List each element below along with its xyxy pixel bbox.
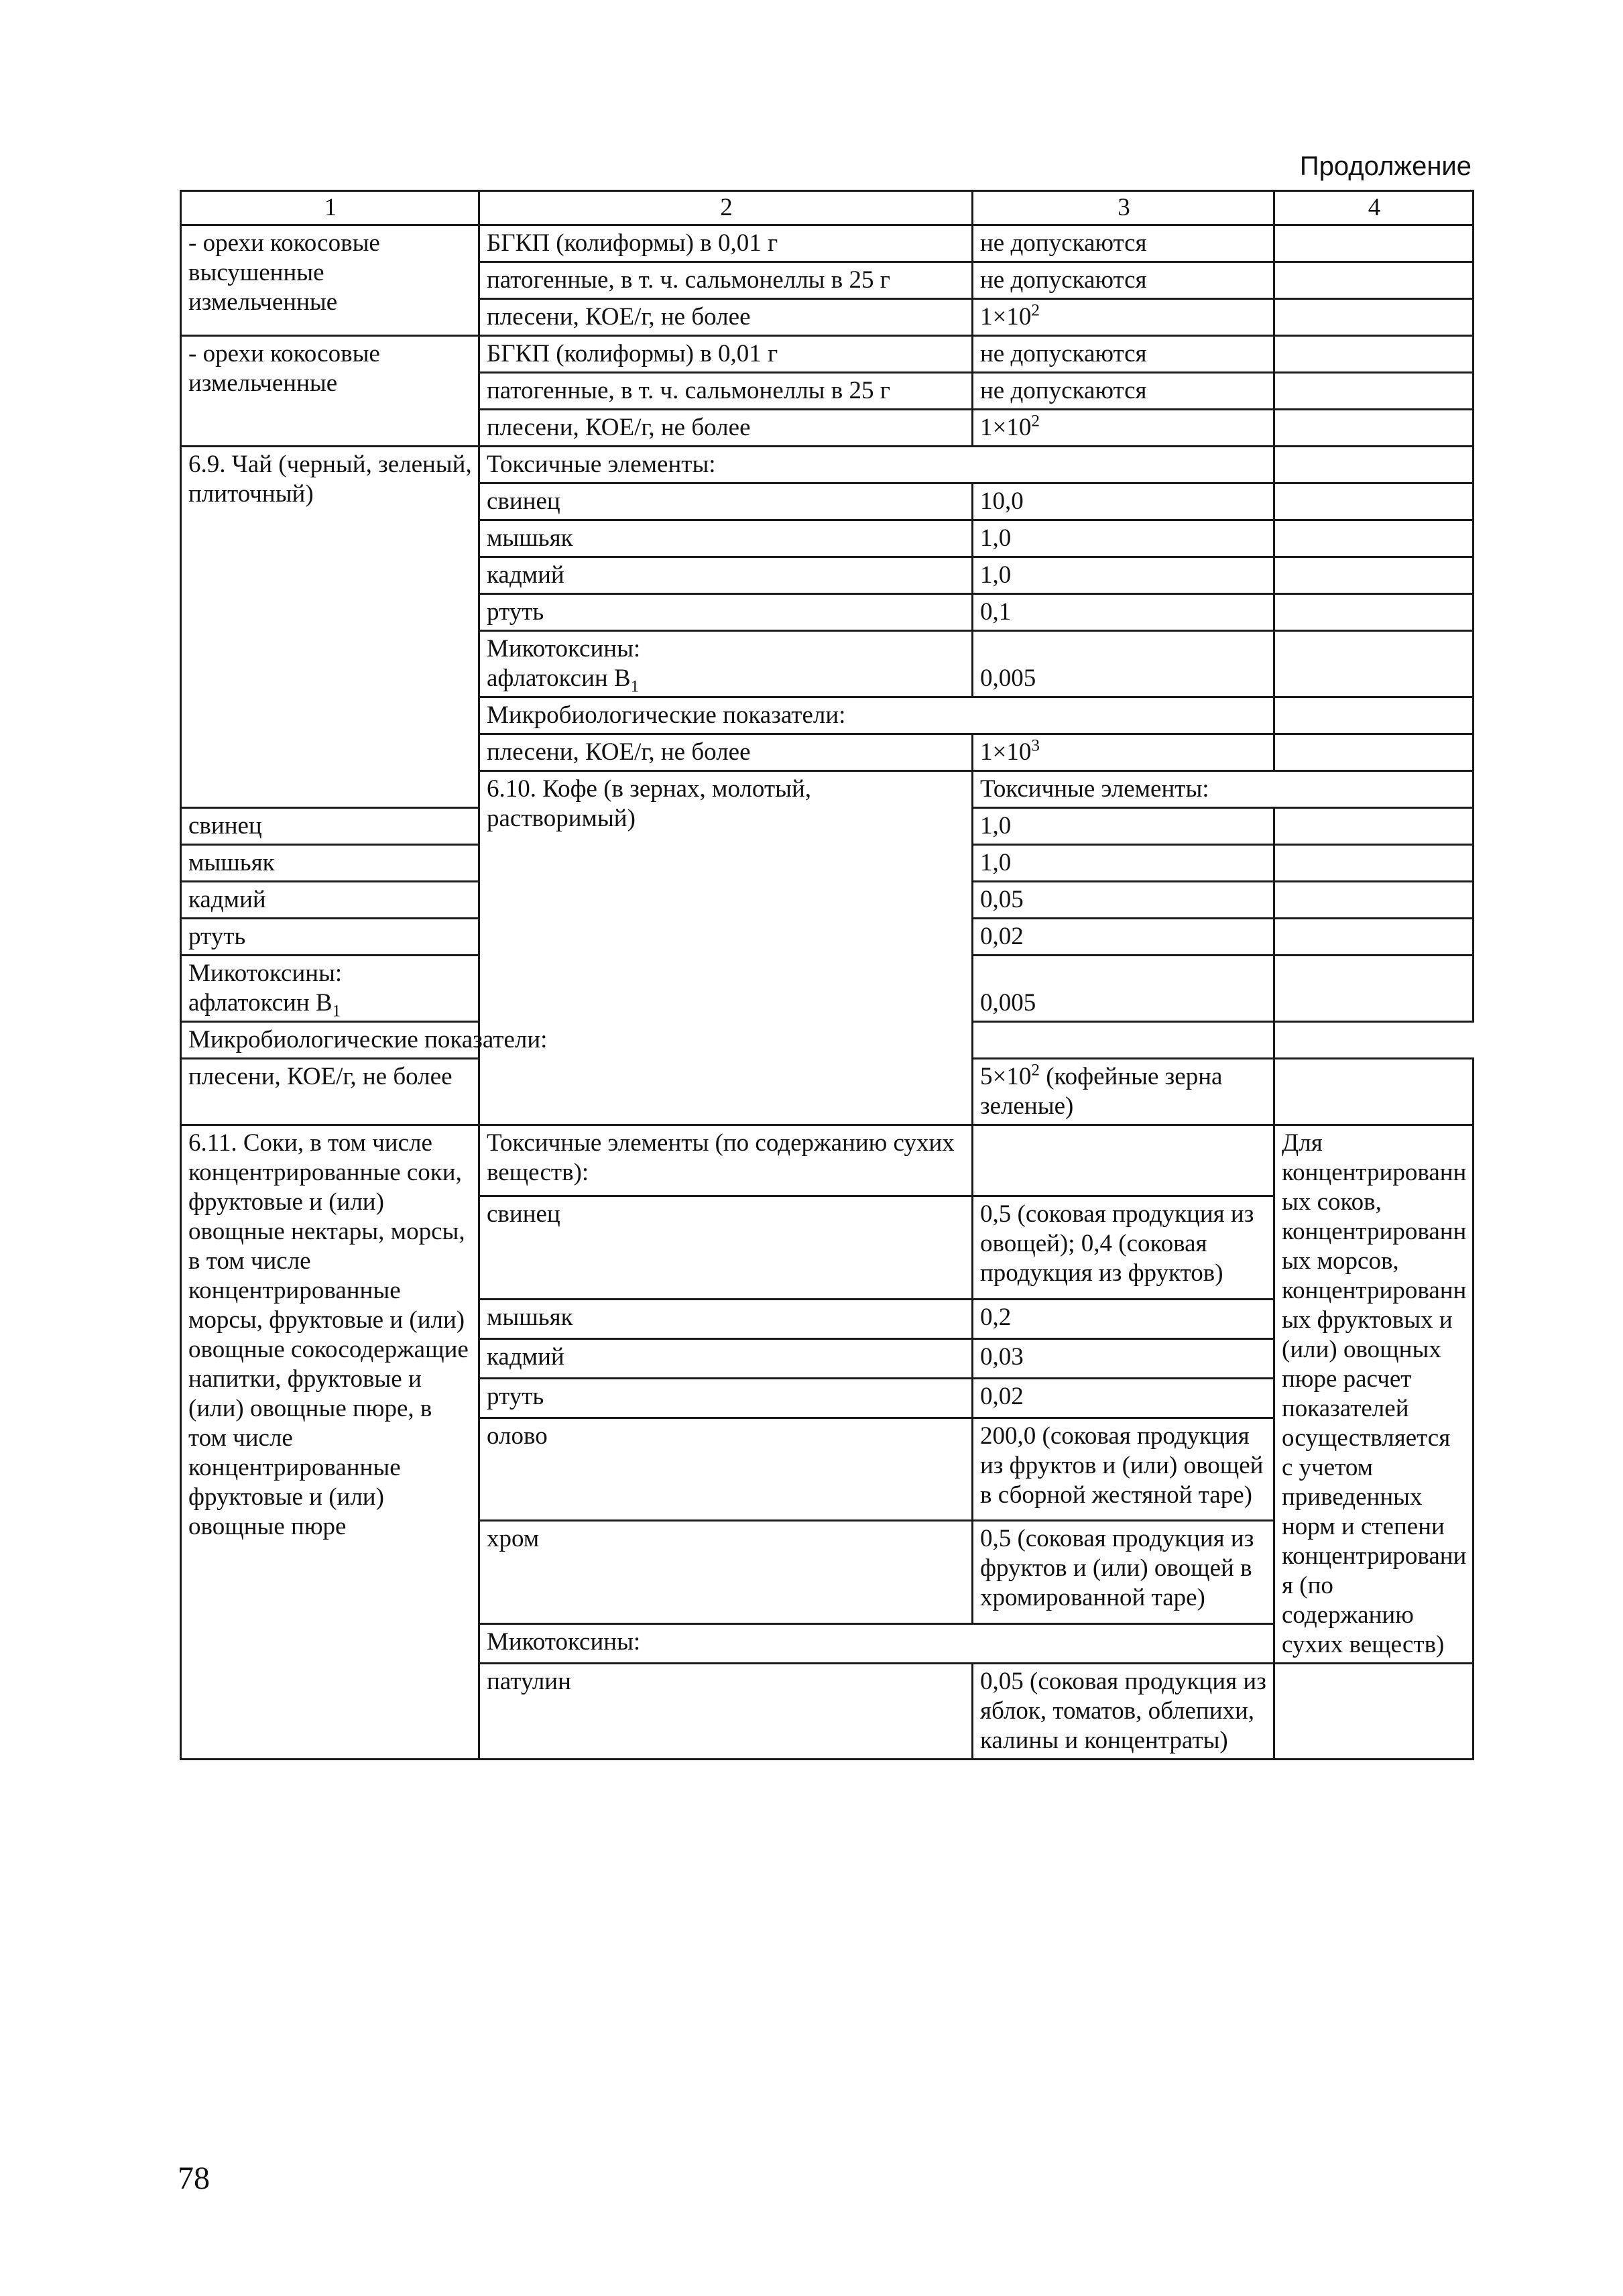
value-cell: 200,0 (соковая продукция из фруктов и (или) овощей в сборной жестяной таре) [973,1418,1274,1521]
indicator-cell [181,956,479,1022]
value-cell: 0,5 (соковая продукция из овощей); 0,4 (соковая продукция из фруктов) [973,1196,1274,1300]
value-cell [973,1125,1274,1196]
aflatoxin-subscript: 1 [332,1002,341,1021]
product-cell-coconut-dried: - орехи кокосовые высушенные измельченные [181,225,479,336]
value-exponent: 2 [1031,301,1040,320]
note-cell [1274,919,1474,956]
value-cell: 0,05 [973,882,1274,919]
indicator-cell: мышьяк [479,520,973,557]
value-cell: 0,02 [973,919,1274,956]
indicator-cell: плесени, КОЕ/г, не более [479,299,973,336]
note-cell [1274,262,1474,299]
note-cell [1274,225,1474,262]
indicator-cell: патогенные, в т. ч. сальмонеллы в 25 г [479,373,973,410]
value-cell: 1,0 [973,808,1274,845]
indicator-cell: мышьяк [479,1299,973,1338]
product-cell-coconut-ground: - орехи кокосовые измельченные [181,336,479,447]
value-cell: 0,05 (соковая продукция из яблок, томатов, облепихи, калины и концентраты) [973,1664,1274,1760]
value-note: (кофейные зерна зеленые) [980,1063,1223,1120]
group-header-toxic: Токсичные элементы (по содержанию сухих веществ): [479,1125,973,1196]
value-cell: 0,2 [973,1299,1274,1338]
aflatoxin-subscript: 1 [630,677,640,696]
group-header-mycotoxins: Микотоксины: [188,960,343,987]
column-header-1: 1 [181,191,479,225]
indicator-cell: БГКП (колиформы) в 0,01 г [479,336,973,373]
value-cell: 1,0 [973,557,1274,594]
indicator-cell: кадмий [479,557,973,594]
indicator-cell: плесени, КОЕ/г, не более [479,734,973,771]
column-header-4: 4 [1274,191,1474,225]
indicator-cell: ртуть [479,594,973,631]
indicator-cell: плесени, КОЕ/г, не более [479,410,973,447]
note-cell [1274,845,1474,882]
continuation-label: Продолжение [1299,152,1471,181]
value-cell [973,299,1274,336]
note-cell [1274,520,1474,557]
value-cell: 0,03 [973,1338,1274,1378]
value-base: 1×10 [980,414,1032,441]
value-base: 1×10 [980,738,1032,766]
note-cell [1274,808,1474,845]
value-cell: 0,005 [973,956,1274,1022]
note-cell [1274,483,1474,520]
group-header-toxic: Токсичные элементы: [973,771,1474,808]
table-row [181,336,1474,373]
column-header-row [181,191,1474,225]
note-cell [1274,697,1474,734]
note-cell [1274,336,1474,373]
indicator-cell: плесени, КОЕ/г, не более [181,1059,479,1125]
indicator-cell: хром [479,1521,973,1624]
indicator-cell: ртуть [181,919,479,956]
indicator-cell: олово [479,1418,973,1521]
indicator-cell: кадмий [181,882,479,919]
indicator-cell: мышьяк [181,845,479,882]
value-cell: 0,02 [973,1378,1274,1418]
note-cell [1274,882,1474,919]
indicator-cell: ртуть [479,1378,973,1418]
value-cell [973,410,1274,447]
column-header-3: 3 [973,191,1274,225]
note-cell [973,1022,1274,1059]
indicator-cell: патогенные, в т. ч. сальмонеллы в 25 г [479,262,973,299]
product-cell-juices: 6.11. Соки, в том числе концентрированные соки, фруктовые и (или) овощные нектары, морсы, в том числе концентрированные морсы, фруктовые и (или) овощные сокосодержащие напитки, фруктовые и (или) овощные пюре, в том числе концентрированные фруктовые и (или) овощные пюре [181,1125,479,1760]
group-header-micro: Микробиологические показатели: [181,1022,973,1059]
value-cell [973,1059,1274,1125]
aflatoxin-label: афлатоксин B [188,989,333,1017]
product-cell-tea: 6.9. Чай (черный, зеленый, плиточный) [181,447,479,808]
note-cell [1274,557,1474,594]
group-header-toxic: Токсичные элементы: [479,447,1274,483]
table-row [181,225,1474,262]
indicator-cell: кадмий [479,1338,973,1378]
value-cell: 1,0 [973,845,1274,882]
value-cell: 0,1 [973,594,1274,631]
indicator-cell: патулин [479,1664,973,1760]
note-cell [1274,299,1474,336]
value-exponent: 2 [1031,412,1040,431]
value-base: 5×10 [980,1063,1032,1090]
note-cell [1274,447,1474,483]
indicator-cell: свинец [479,483,973,520]
value-cell: 0,005 [973,631,1274,697]
table-row [181,1022,1474,1059]
indicator-cell: свинец [181,808,479,845]
note-cell [1274,410,1474,447]
value-cell: не допускаются [973,225,1274,262]
value-exponent: 2 [1031,1061,1040,1080]
column-header-2: 2 [479,191,973,225]
value-cell [973,734,1274,771]
group-header-micro: Микробиологические показатели: [479,697,1274,734]
value-cell: 1,0 [973,520,1274,557]
note-cell [1274,734,1474,771]
group-header-mycotoxins: Микотоксины: [487,635,641,663]
indicator-cell: БГКП (колиформы) в 0,01 г [479,225,973,262]
aflatoxin-label: афлатоксин B [487,665,631,692]
value-base: 1×10 [980,303,1032,331]
note-cell [1274,594,1474,631]
product-cell-coffee: 6.10. Кофе (в зернах, молотый, растворимый) [479,771,973,1125]
value-cell: 0,5 (соковая продукция из фруктов и (или) овощей в хромированной таре) [973,1521,1274,1624]
value-cell: не допускаются [973,373,1274,410]
note-cell [1274,956,1474,1022]
group-header-mycotoxins: Микотоксины: [479,1623,1274,1663]
value-cell: не допускаются [973,336,1274,373]
note-cell [1274,631,1474,697]
note-cell-concentrates: Для концентрированных соков, концентрированных морсов, концентрированных фруктовых и (или) овощных пюре расчет показателей осуществляется с учетом приведенных норм и степени концентрирования (по содержанию сухих веществ) [1274,1125,1474,1664]
indicator-cell: свинец [479,1196,973,1300]
indicator-cell [479,631,973,697]
value-cell: не допускаются [973,262,1274,299]
note-cell [1274,1664,1474,1760]
note-cell [1274,1059,1474,1125]
norms-table [180,190,1474,1760]
table-row [181,447,1474,483]
table-row [181,1125,1474,1196]
page-number: 78 [178,2161,210,2196]
value-cell: 10,0 [973,483,1274,520]
note-cell [1274,373,1474,410]
value-exponent: 3 [1031,736,1040,755]
